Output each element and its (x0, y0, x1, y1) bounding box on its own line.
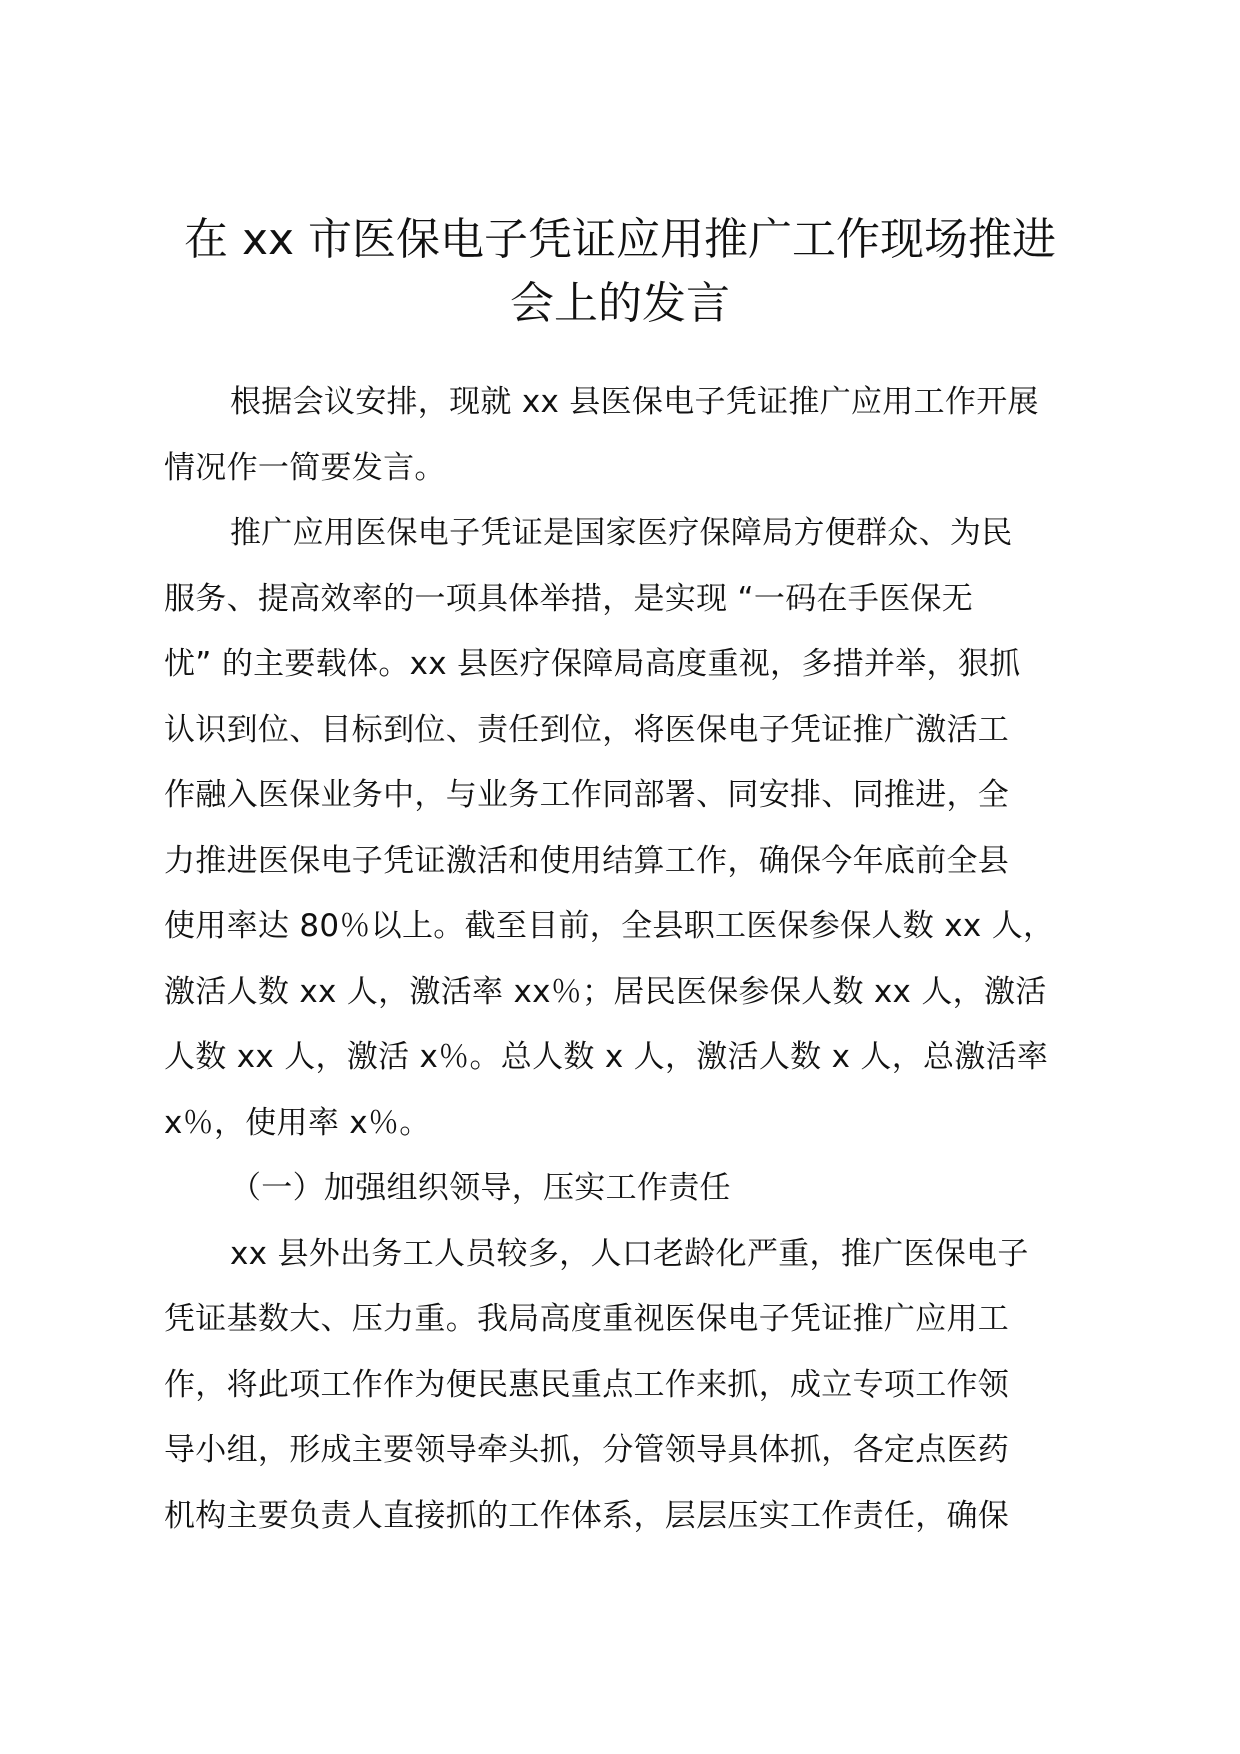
paragraph-2-line-5: 作融入医保业务中，与业务工作同部署、同安排、同推进，全 (164, 777, 1010, 813)
paragraph-2-line-10: x％，使用率 x％。 (164, 1104, 431, 1141)
paragraph-2-line-4: 认识到位、目标到位、责任到位，将医保电子凭证推广激活工 (164, 711, 1010, 748)
paragraph-2-line-8: 激活人数 xx 人，激活率 xx％；居民医保参保人数 xx 人，激活 (164, 973, 1047, 1010)
title-line-1: 在 xx 市医保电子凭证应用推广工作现场推进 (183, 214, 1057, 265)
paragraph-1-line-2: 情况作一简要发言。 (164, 449, 446, 486)
paragraph-2-line-3: 忧” 的主要载体。xx 县医疗保障局高度重视，多措并举，狠抓 (164, 646, 1021, 682)
paragraph-2-line-6: 力推进医保电子凭证激活和使用结算工作，确保今年底前全县 (164, 842, 1010, 879)
section-heading-1: （一）加强组织领导，压实工作责任 (230, 1170, 731, 1206)
paragraph-3-line-2: 凭证基数大、压力重。我局高度重视医保电子凭证推广应用工 (164, 1301, 1010, 1337)
paragraph-3-line-1: xx 县外出务工人员较多，人口老龄化严重，推广医保电子 (230, 1235, 1029, 1272)
paragraph-2-line-2: 服务、提高效率的一项具体举措，是实现 “一码在手医保无 (164, 580, 974, 617)
document-title (150, 208, 1090, 336)
paragraph-1-line-1: 根据会议安排，现就 xx 县医保电子凭证推广应用工作开展 (230, 384, 1039, 420)
title-line-2: 会上的发言 (510, 278, 730, 329)
paragraph-3-line-3: 作，将此项工作作为便民惠民重点工作来抓，成立专项工作领 (164, 1366, 1010, 1403)
document-body (164, 370, 1124, 1549)
paragraph-2-line-9: 人数 xx 人，激活 x％。总人数 x 人，激活人数 x 人，总激活率 (164, 1039, 1049, 1075)
paragraph-2-line-7: 使用率达 80％以上。截至目前，全县职工医保参保人数 xx 人， (164, 908, 1055, 944)
paragraph-3-line-5: 机构主要负责人直接抓的工作体系，层层压实工作责任，确保 (164, 1497, 1010, 1534)
paragraph-3-line-4: 导小组，形成主要领导牵头抓，分管领导具体抓，各定点医药 (164, 1432, 1010, 1468)
paragraph-2-line-1: 推广应用医保电子凭证是国家医疗保障局方便群众、为民 (230, 515, 1013, 551)
